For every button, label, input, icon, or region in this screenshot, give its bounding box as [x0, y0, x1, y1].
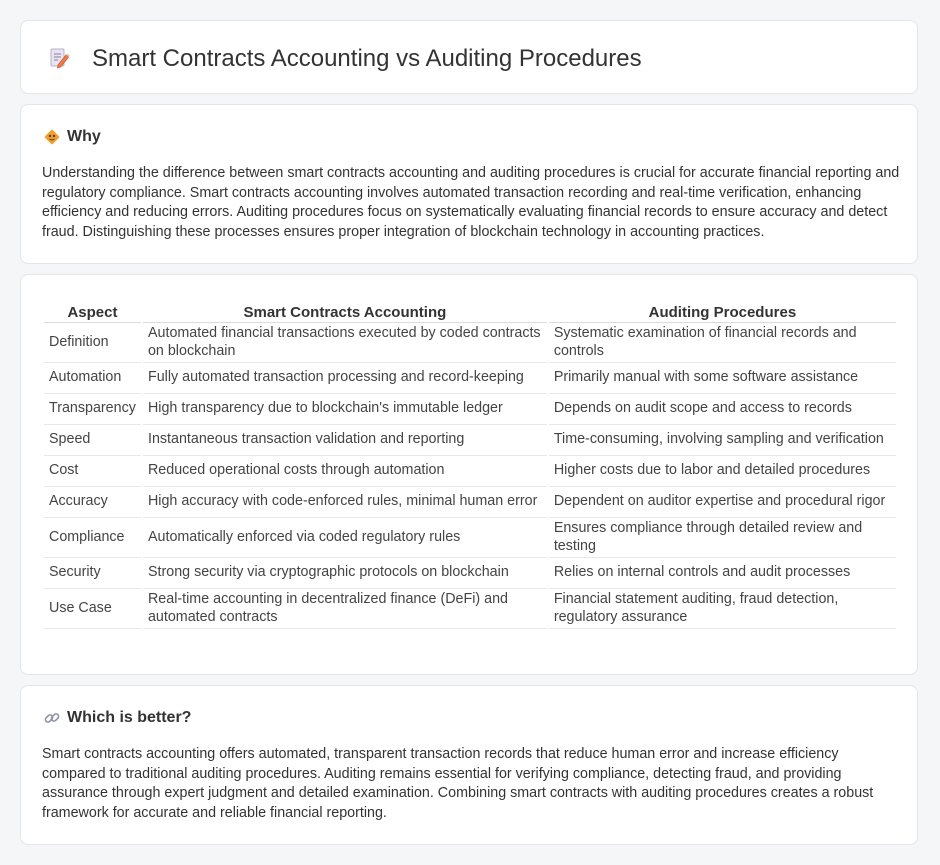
- table-row: [44, 589, 896, 629]
- auditing-cell: Time-consuming, involving sampling and verification: [549, 425, 896, 456]
- header-card: [20, 20, 918, 94]
- column-header-smart-contracts: Smart Contracts Accounting: [143, 294, 547, 323]
- table-header-row: [44, 294, 896, 323]
- smart-contracts-cell: Strong security via cryptographic protocols on blockchain: [143, 558, 547, 589]
- why-title: Why: [67, 128, 101, 145]
- aspect-cell: Cost: [44, 456, 141, 487]
- better-text: Smart contracts accounting offers automated, transparent transaction records that reduce human error and increase efficiency compared to traditional auditing procedures. Auditing remains essential for verifying compliance, detecting fraud, and providing assurance through expert judgment and detailed examination. Combining smart contracts with auditing procedures creates a robust framework for accurate and reliable financial reporting.: [42, 746, 874, 821]
- page-title: Smart Contracts Accounting vs Auditing Procedures: [92, 45, 642, 72]
- aspect-cell: Use Case: [44, 589, 141, 629]
- why-heading: [43, 126, 101, 148]
- better-heading: [43, 707, 191, 729]
- auditing-cell: Dependent on auditor expertise and procedural rigor: [549, 487, 896, 518]
- table-row: [44, 518, 896, 558]
- auditing-cell: Higher costs due to labor and detailed procedures: [549, 456, 896, 487]
- comparison-table: [42, 294, 898, 629]
- table-row: [44, 456, 896, 487]
- why-section: [20, 104, 918, 264]
- table-row: [44, 394, 896, 425]
- aspect-cell: Automation: [44, 363, 141, 394]
- aspect-cell: Security: [44, 558, 141, 589]
- why-text: Understanding the difference between smart contracts accounting and auditing procedures is crucial for accurate financial reporting and regulatory compliance. Smart contracts accounting involves automated transaction recording and real-time verification, enhancing efficiency and reducing errors. Auditing procedures focus on systematically evaluating financial records to ensure accuracy and detect fraud. Distinguishing these processes ensures proper integration of blockchain technology in accounting practices.: [42, 165, 900, 240]
- table-row: [44, 487, 896, 518]
- aspect-cell: Transparency: [44, 394, 141, 425]
- better-title: Which is better?: [67, 709, 192, 726]
- table-row: [44, 558, 896, 589]
- auditing-cell: Relies on internal controls and audit processes: [549, 558, 896, 589]
- auditing-cell: Depends on audit scope and access to records: [549, 394, 896, 425]
- smart-contracts-cell: Fully automated transaction processing and record-keeping: [143, 363, 547, 394]
- table-row: [44, 363, 896, 394]
- auditing-cell: Primarily manual with some software assistance: [549, 363, 896, 394]
- which-is-better-section: [20, 685, 918, 845]
- smart-contracts-cell: Instantaneous transaction validation and reporting: [143, 425, 547, 456]
- column-header-auditing: Auditing Procedures: [549, 294, 896, 323]
- smart-contracts-cell: Automated financial transactions executed by coded contracts on blockchain: [143, 323, 547, 363]
- smart-contracts-cell: Automatically enforced via coded regulatory rules: [143, 518, 547, 558]
- table-row: [44, 323, 896, 363]
- smart-contracts-cell: High transparency due to blockchain's immutable ledger: [143, 394, 547, 425]
- document-pencil-icon: [47, 46, 71, 70]
- column-header-aspect: Aspect: [44, 294, 141, 323]
- auditing-cell: Financial statement auditing, fraud detection, regulatory assurance: [549, 589, 896, 629]
- auditing-cell: Systematic examination of financial records and controls: [549, 323, 896, 363]
- auditing-cell: Ensures compliance through detailed review and testing: [549, 518, 896, 558]
- smart-contracts-cell: Reduced operational costs through automation: [143, 456, 547, 487]
- table-row: [44, 425, 896, 456]
- aspect-cell: Compliance: [44, 518, 141, 558]
- aspect-cell: Definition: [44, 323, 141, 363]
- aspect-cell: Speed: [44, 425, 141, 456]
- link-icon: [43, 709, 61, 727]
- aspect-cell: Accuracy: [44, 487, 141, 518]
- diamond-sign-icon: [43, 128, 61, 146]
- comparison-section: [20, 274, 918, 675]
- smart-contracts-cell: Real-time accounting in decentralized finance (DeFi) and automated contracts: [143, 589, 547, 629]
- smart-contracts-cell: High accuracy with code-enforced rules, minimal human error: [143, 487, 547, 518]
